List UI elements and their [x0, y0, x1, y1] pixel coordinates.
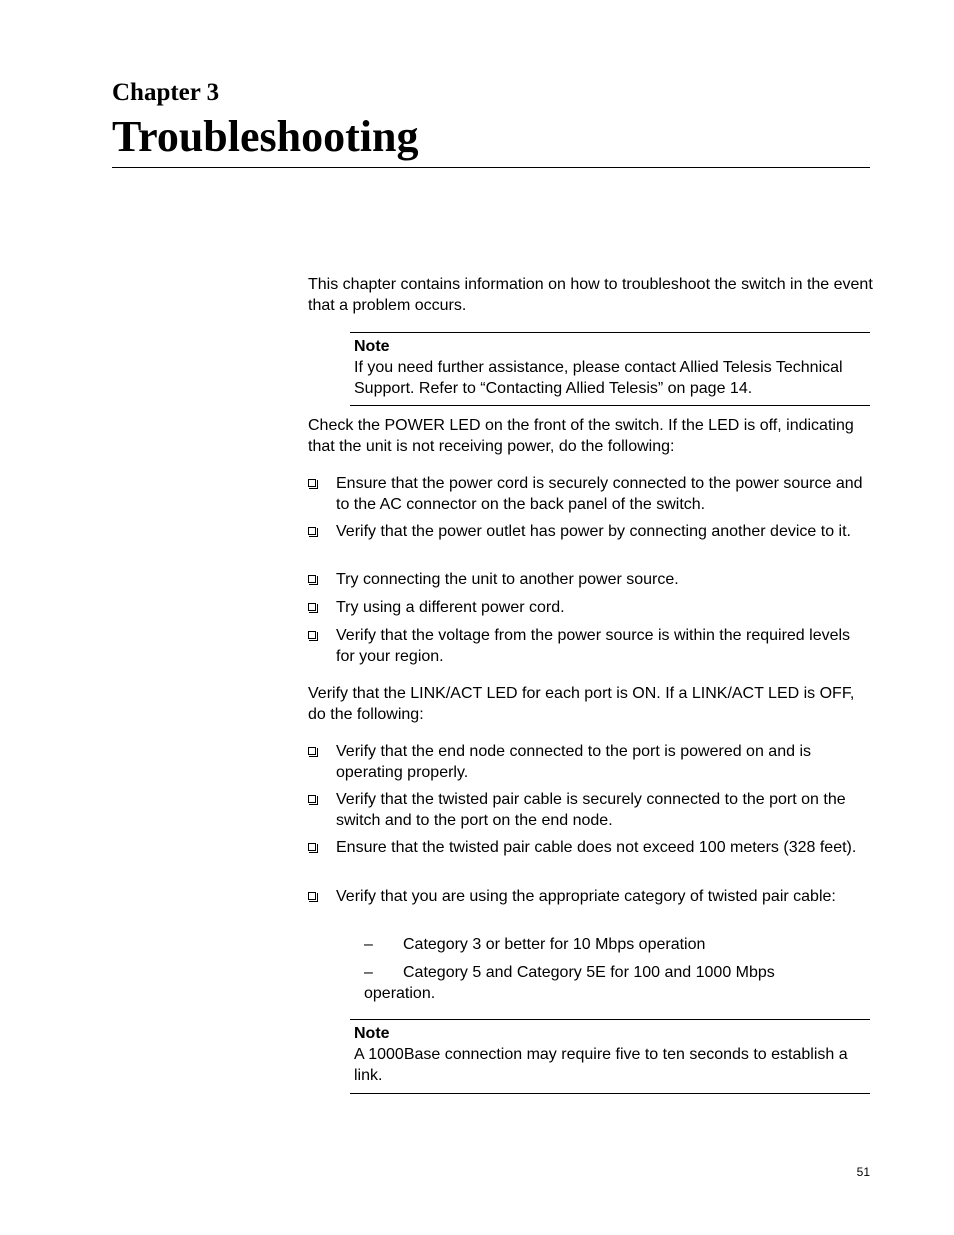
note-title: Note: [354, 338, 390, 355]
checkbox-bullet-icon: [308, 843, 316, 851]
power-led-paragraph: Check the POWER LED on the front of the switch. If the LED is off, indicating that the unit is not receiving power, do the following:: [308, 417, 854, 455]
checkbox-bullet-icon: [308, 479, 316, 487]
list-item-text: Verify that the end node connected to the port is powered on and is operating properly.: [336, 743, 811, 781]
link-led-paragraph: Verify that the LINK/ACT LED for each port is ON. If a LINK/ACT LED is OFF, do the following:: [308, 685, 855, 723]
checkbox-bullet-icon: [308, 795, 316, 803]
checkbox-bullet-icon: [308, 575, 316, 583]
sub-list-item-text: Category 5 and Category 5E for 100 and 1000 Mbps operation.: [364, 964, 775, 1002]
sub-list-item-text: Category 3 or better for 10 Mbps operation: [403, 936, 706, 953]
list-item-text: Try using a different power cord.: [336, 599, 565, 616]
page-number: 51: [856, 1165, 870, 1179]
chapter-label: Chapter 3: [112, 79, 220, 106]
checkbox-bullet-icon: [308, 631, 316, 639]
note-box: [350, 1019, 870, 1094]
note-box: [350, 332, 870, 406]
intro-paragraph: This chapter contains information on how to troubleshoot the switch in the event that a problem occurs.: [308, 276, 873, 314]
list-item-text: Verify that you are using the appropriate category of twisted pair cable:: [336, 888, 836, 905]
sub-list-item: [364, 934, 784, 955]
list-item-text: Try connecting the unit to another power source.: [336, 571, 679, 588]
note-text: A 1000Base connection may require five to ten seconds to establish a link.: [354, 1046, 848, 1084]
dash-bullet: –: [364, 936, 373, 953]
list-item-text: Verify that the twisted pair cable is securely connected to the port on the switch and to the port on the end node.: [336, 791, 846, 829]
checkbox-bullet-icon: [308, 603, 316, 611]
list-item-text: Ensure that the power cord is securely connected to the power source and to the AC connector on the back panel of the switch.: [336, 475, 863, 513]
note-title: Note: [354, 1025, 390, 1042]
sub-list-item: [364, 962, 784, 1004]
list-item-text: Ensure that the twisted pair cable does not exceed 100 meters (328 feet).: [336, 839, 857, 856]
list-item-text: Verify that the power outlet has power by connecting another device to it.: [336, 523, 851, 540]
chapter-title: Troubleshooting: [112, 112, 419, 161]
checkbox-bullet-icon: [308, 747, 316, 755]
title-rule: [112, 167, 870, 168]
checkbox-bullet-icon: [308, 527, 316, 535]
checkbox-bullet-icon: [308, 892, 316, 900]
dash-bullet: –: [364, 964, 373, 981]
list-item-text: Verify that the voltage from the power source is within the required levels for your region.: [336, 627, 851, 665]
note-text: If you need further assistance, please contact Allied Telesis Technical Support. Refer to “Contacting Allied Telesis” on page 14.: [354, 359, 843, 397]
